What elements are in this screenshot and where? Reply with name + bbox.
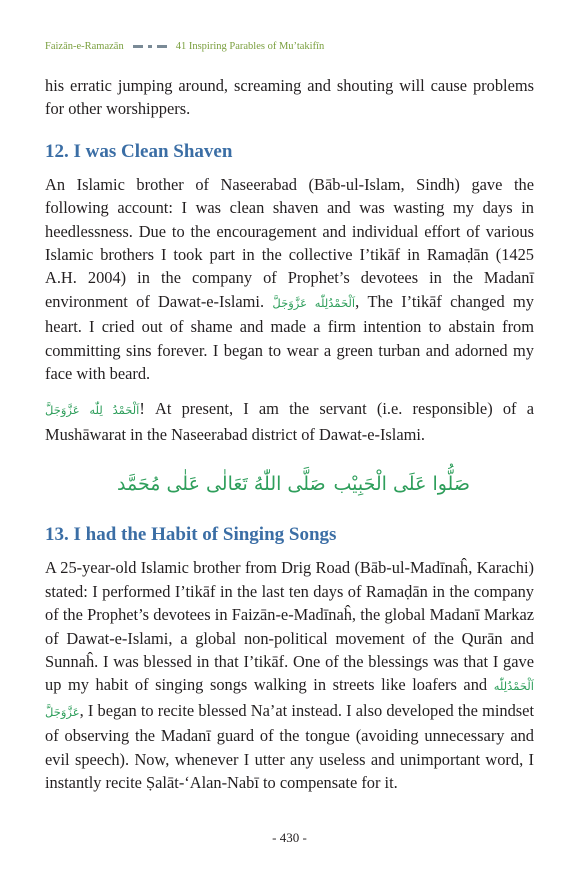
alhamdulillah-phrase: اَلْحَمْدُلِلّٰه عَزَّوَجَلَّ [45, 679, 534, 719]
section-12-paragraph-1 [45, 173, 534, 386]
continuation-paragraph: his erratic jumping around, screaming and shouting will cause problems for other worshippers. [45, 76, 534, 119]
salawat-response: صَلَّی اللّٰهُ تَعَالٰی عَلٰی مُحَمَّد [117, 473, 326, 496]
text-segment: , The I’tikāf changed my heart. I cried out of shame and made a firm intention to abstain from committing sins forever. I began to wear a green turban and adorned my face with beard. [45, 291, 534, 384]
header-separator [133, 45, 167, 48]
section-12-paragraph-2 [45, 397, 534, 446]
text-segment: ! At present, I am the servant (i.e. responsible) of a Mushāwarat in the Naseerabad district of Dawat-e-Islami. [45, 399, 534, 444]
section-13-paragraph-1 [45, 556, 534, 794]
section-12-heading: 12. I was Clean Shaven [45, 140, 233, 162]
section-13-heading: 13. I had the Habit of Singing Songs [45, 524, 337, 546]
chapter-title: 41 Inspiring Parables of Mu’takifīn [175, 40, 325, 52]
alhamdulillah-phrase: اَلْحَمْدُلِلّٰه عَزَّوَجَلَّ [272, 295, 356, 310]
book-title: Faizān-e-Ramazān [45, 40, 124, 52]
salawat-line [45, 466, 534, 502]
text-segment: , I began to recite blessed Na’at instead. I also developed the mindset of observing the Madanī guard of the tongue (avoiding unnecessary and evil speech). Now, whenever I utter any useless and unimportant word, I instantly recite Ṣalāt-‘Alan-Nabī to compensate for it. [45, 700, 534, 792]
running-header [45, 37, 539, 55]
salawat-call: صَلُّوا عَلَی الْحَبِیْب [333, 473, 470, 496]
text-segment: An Islamic brother of Naseerabad (Bāb-ul-Islam, Sindh) gave the following account: I was clean shaven and was wasting my days in heedlessness. Due to the encouragement and individual effort of various Islamic brothers I took part in the collective I’tikāf in Ramaḍān (1425 A.H. 2004) in the company of Prophet’s devotees in the Madanī environment of Dawat-e-Islami. [45, 174, 534, 311]
text-segment: A 25-year-old Islamic brother from Drig Road (Bāb-ul-Madīnaĥ, Karachi) stated: I performed I’tikāf in the last ten days of Ramaḍān in the company of the Prophet’s devotees in Faizān-e-Madīnaĥ, the global Madanī Markaz of Dawat-e-Islami, a global non-political movement of the Qurān and Sunnaĥ. I was blessed in that I’tikāf. One of the blessings was that I gave up my habit of singing songs walking in streets like loafers and [45, 558, 534, 695]
page-number: - 430 - [272, 830, 307, 845]
alhamdulillah-phrase: اَلْحَمْدُ لِلّٰه عَزَّوَجَلَّ [45, 403, 140, 418]
page-content [45, 74, 534, 794]
